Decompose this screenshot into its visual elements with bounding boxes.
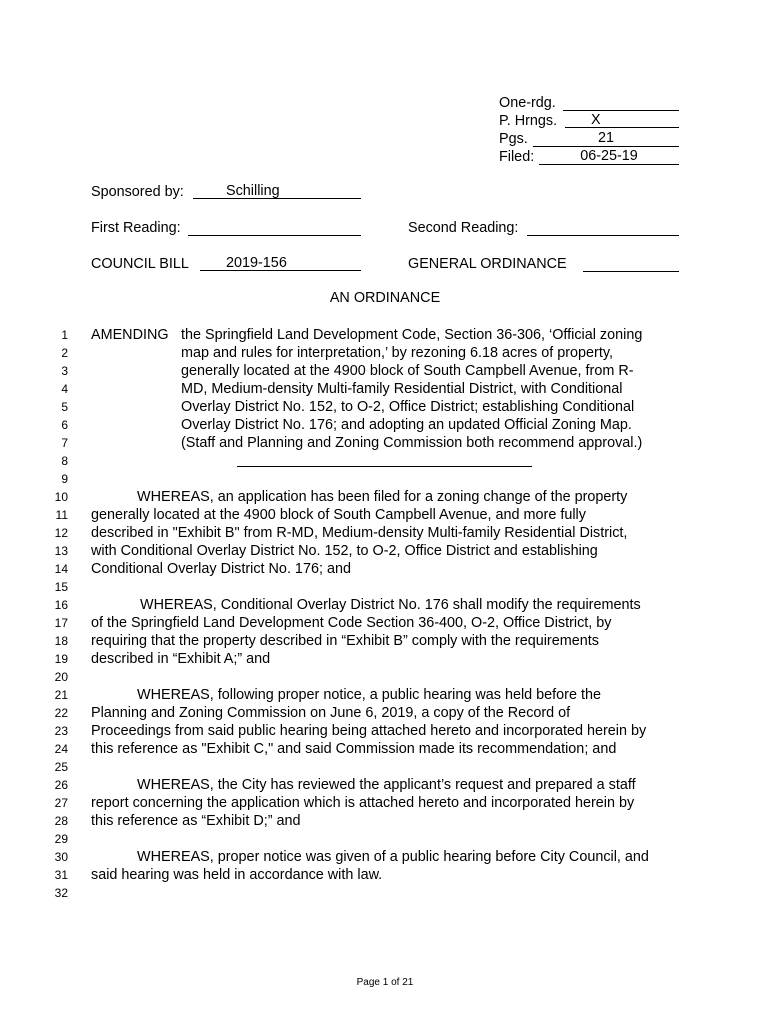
text-line: WHEREAS, an application has been filed for a zoning change of the property xyxy=(137,489,628,505)
line-number: 11 xyxy=(55,508,68,522)
general-ordinance-label: GENERAL ORDINANCE xyxy=(408,256,567,272)
text-line: this reference as “Exhibit D;” and xyxy=(91,813,301,829)
filed-value: 06-25-19 xyxy=(539,148,679,165)
line-number: 17 xyxy=(54,616,68,630)
line-number: 16 xyxy=(54,598,68,612)
document-title: AN ORDINANCE xyxy=(329,290,441,306)
line-number: 31 xyxy=(54,868,68,882)
text-line: Conditional Overlay District No. 176; and xyxy=(91,561,351,577)
line-number: 9 xyxy=(61,472,68,486)
line-number: 15 xyxy=(54,580,68,594)
line-number: 30 xyxy=(54,850,68,864)
second-reading-value xyxy=(527,219,679,236)
second-reading-label: Second Reading: xyxy=(408,220,519,236)
text-line: Overlay District No. 176; and adopting an updated Official Zoning Map. xyxy=(181,417,632,433)
line-number: 20 xyxy=(54,670,68,684)
text-line: generally located at the 4900 block of South Campbell Avenue, from R- xyxy=(181,363,634,379)
text-line: map and rules for interpretation,’ by rezoning 6.18 acres of property, xyxy=(181,345,613,361)
line-number: 1 xyxy=(61,328,68,342)
text-line: (Staff and Planning and Zoning Commission both recommend approval.) xyxy=(181,435,643,451)
sponsored-label: Sponsored by: xyxy=(91,184,184,200)
line-number: 13 xyxy=(54,544,68,558)
council-bill-label: COUNCIL BILL xyxy=(91,256,189,272)
line-number: 10 xyxy=(54,490,68,504)
text-line: report concerning the application which is attached hereto and incorporated herein by xyxy=(91,795,635,811)
text-line: WHEREAS, the City has reviewed the applicant’s request and prepared a staff xyxy=(137,777,636,793)
council-bill-value: 2019-156 xyxy=(200,255,361,271)
line-number: 22 xyxy=(54,706,68,720)
line-number: 23 xyxy=(54,724,68,738)
line-number: 5 xyxy=(61,400,68,414)
text-line: requiring that the property described in “Exhibit B” comply with the requirements xyxy=(91,633,599,649)
line-number: 19 xyxy=(54,652,68,666)
text-line: WHEREAS, Conditional Overlay District No. 176 shall modify the requirements xyxy=(140,597,641,613)
line-number: 7 xyxy=(61,436,68,450)
line-number: 14 xyxy=(54,562,68,576)
text-line: Planning and Zoning Commission on June 6, 2019, a copy of the Record of xyxy=(91,705,571,721)
text-line: WHEREAS, proper notice was given of a public hearing before City Council, and xyxy=(137,849,649,865)
page-footer: Page 1 of 21 xyxy=(356,977,414,988)
pgs-label: Pgs. xyxy=(499,131,528,147)
text-line: described in "Exhibit B" from R-MD, Medium-density Multi-family Residential District, xyxy=(91,525,628,541)
line-number: 4 xyxy=(61,382,68,396)
line-number: 25 xyxy=(54,760,68,774)
first-reading-label: First Reading: xyxy=(91,220,181,236)
line-number: 29 xyxy=(54,832,68,846)
amending-lead: AMENDING xyxy=(91,327,169,343)
text-line: described in “Exhibit A;” and xyxy=(91,651,271,667)
line-number: 3 xyxy=(61,364,68,378)
line-number: 32 xyxy=(54,886,68,900)
filed-label: Filed: xyxy=(499,149,535,165)
text-line: Proceedings from said public hearing being attached hereto and incorporated herein by xyxy=(91,723,647,739)
pgs-value: 21 xyxy=(533,130,679,147)
line-number: 18 xyxy=(54,634,68,648)
line-number: 27 xyxy=(54,796,68,810)
p-hrngs-value: X xyxy=(565,112,679,128)
text-line: Overlay District No. 152, to O-2, Office District; establishing Conditional xyxy=(181,399,635,415)
line-number: 26 xyxy=(54,778,68,792)
line-number: 6 xyxy=(61,418,68,432)
line-number: 2 xyxy=(61,346,68,360)
first-reading-value xyxy=(188,219,361,236)
text-line: with Conditional Overlay District No. 152, to O-2, Office District and establishing xyxy=(91,543,598,559)
one-rdg-value xyxy=(563,94,679,111)
text-line: this reference as "Exhibit C," and said Commission made its recommendation; and xyxy=(91,741,617,757)
line-number: 28 xyxy=(54,814,68,828)
line-number: 8 xyxy=(61,454,68,468)
text-line: said hearing was held in accordance with law. xyxy=(91,867,383,883)
text-line: the Springfield Land Development Code, Section 36-306, ‘Official zoning xyxy=(181,327,643,343)
one-rdg-label: One-rdg. xyxy=(499,95,556,111)
line-number: 12 xyxy=(54,526,68,540)
text-line: WHEREAS, following proper notice, a public hearing was held before the xyxy=(137,687,601,703)
line-number: 21 xyxy=(54,688,68,702)
line-number: 24 xyxy=(54,742,68,756)
divider-rule xyxy=(237,466,532,467)
general-ordinance-value xyxy=(583,255,679,272)
text-line: MD, Medium-density Multi-family Residential District, with Conditional xyxy=(181,381,623,397)
sponsored-value: Schilling xyxy=(193,183,361,199)
text-line: of the Springfield Land Development Code Section 36-400, O-2, Office District, by xyxy=(91,615,612,631)
p-hrngs-label: P. Hrngs. xyxy=(499,113,558,129)
text-line: generally located at the 4900 block of South Campbell Avenue, and more fully xyxy=(91,507,586,523)
